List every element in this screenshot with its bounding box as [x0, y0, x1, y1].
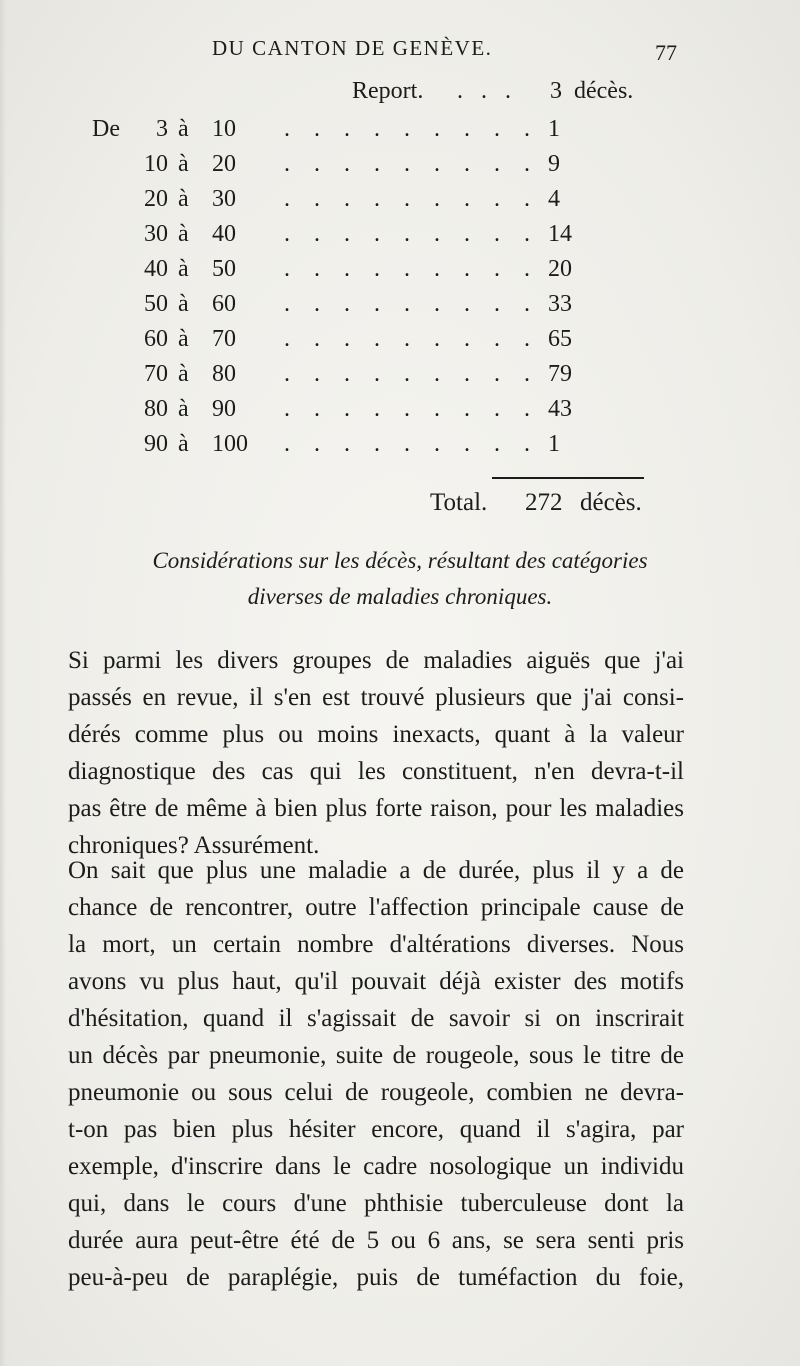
row-a: à — [178, 431, 189, 457]
row-a: à — [178, 186, 189, 212]
total-unit: décès. — [580, 489, 642, 516]
row-to: 60 — [212, 291, 236, 317]
running-head — [0, 30, 800, 70]
row-count: 79 — [548, 361, 572, 387]
row-count: 14 — [548, 221, 572, 247]
page-number: 77 — [655, 40, 677, 65]
text-line: t-on pas bien plus hésiter encore, quand il s'agira, par — [68, 1116, 684, 1143]
row-count: 4 — [548, 186, 560, 212]
text-line: peu-à-peu de paraplégie, puis de tuméfaction du foie, — [68, 1264, 684, 1291]
row-a: à — [178, 361, 189, 387]
table-row — [0, 326, 800, 360]
row-to: 100 — [212, 431, 248, 457]
row-from: 20 — [144, 186, 168, 212]
row-to: 90 — [212, 396, 236, 422]
row-to: 70 — [212, 326, 236, 352]
table-row — [0, 256, 800, 290]
text-line: chance de rencontrer, outre l'affection principale cause de — [68, 894, 684, 921]
text-line: un décès par pneumonie, suite de rougeole, sous le titre de — [68, 1042, 684, 1069]
text-line: la mort, un certain nombre d'altérations diverses. Nous — [68, 931, 684, 958]
row-count: 33 — [548, 291, 572, 317]
row-from: 60 — [144, 326, 168, 352]
text-line: pas être de même à bien plus forte raison, pour les maladies — [68, 795, 684, 822]
running-title: DU CANTON DE GENÈVE. — [212, 36, 493, 60]
section-heading-line-1: Considérations sur les décès, résultant des catégories — [152, 548, 648, 573]
text-line: avons vu plus haut, qu'il pouvait déjà exister des motifs — [68, 968, 684, 995]
text-line: Si parmi les divers groupes de maladies aiguës que j'ai — [68, 647, 684, 674]
table-row — [0, 291, 800, 325]
text-line: durée aura peut-être été de 5 ou 6 ans, se sera senti pris — [68, 1227, 684, 1254]
row-a: à — [178, 326, 189, 352]
row-from: 50 — [144, 291, 168, 317]
row-from: 90 — [144, 431, 168, 457]
section-heading-line-2: diverses de maladies chroniques. — [247, 584, 553, 609]
row-dots: . . . . . . . . . — [284, 151, 539, 177]
table-row — [0, 151, 800, 185]
row-dots: . . . . . . . . . — [284, 221, 539, 247]
row-dots: . . . . . . . . . — [284, 291, 539, 317]
row-count: 20 — [548, 256, 572, 282]
row-count: 1 — [548, 116, 560, 142]
total-line — [430, 489, 670, 521]
total-rule — [492, 477, 644, 479]
report-unit: décès. — [574, 78, 634, 104]
row-from: 40 — [144, 256, 168, 282]
report-label: Report. — [352, 78, 424, 104]
table-row — [0, 431, 800, 465]
text-line: qui, dans le cours d'une phthisie tuberculeuse dont la — [68, 1190, 684, 1217]
text-line: d'hésitation, quand il s'agissait de savoir si on inscrirait — [68, 1005, 684, 1032]
row-dots: . . . . . . . . . — [284, 396, 539, 422]
row-a: à — [178, 116, 189, 142]
row-to: 30 — [212, 186, 236, 212]
text-line: pneumonie ou sous celui de rougeole, combien ne devra- — [68, 1079, 684, 1106]
row-from: 30 — [144, 221, 168, 247]
total-value: 272 — [525, 489, 563, 516]
row-from: 3 — [156, 116, 168, 142]
row-from: 10 — [144, 151, 168, 177]
row-a: à — [178, 151, 189, 177]
row-dots: . . . . . . . . . — [284, 116, 539, 142]
text-line: exemple, d'inscrire dans le cadre nosologique un individu — [68, 1153, 684, 1180]
row-dots: . . . . . . . . . — [284, 361, 539, 387]
paragraph-1 — [68, 642, 684, 864]
row-a: à — [178, 256, 189, 282]
row-from: 80 — [144, 396, 168, 422]
report-dots: . . . — [457, 78, 517, 104]
row-a: à — [178, 291, 189, 317]
row-to: 80 — [212, 361, 236, 387]
total-label: Total. — [430, 489, 488, 516]
row-count: 43 — [548, 396, 572, 422]
row-to: 50 — [212, 256, 236, 282]
row-from: 70 — [144, 361, 168, 387]
row-dots: . . . . . . . . . — [284, 431, 539, 457]
row-count: 9 — [548, 151, 560, 177]
row-to: 40 — [212, 221, 236, 247]
table-row — [0, 186, 800, 220]
table-row — [0, 361, 800, 395]
row-dots: . . . . . . . . . — [284, 186, 539, 212]
text-line: passés en revue, il s'en est trouvé plusieurs que j'ai consi- — [68, 684, 684, 711]
report-value: 3 — [550, 78, 562, 104]
paragraph-2 — [68, 852, 684, 1296]
table-row — [0, 116, 800, 150]
text-line: dérés comme plus ou moins inexacts, quant à la valeur — [68, 721, 684, 748]
table-row — [0, 396, 800, 430]
row-prefix: De — [92, 116, 120, 142]
text-line: On sait que plus une maladie a de durée, plus il y a de — [68, 857, 684, 884]
row-dots: . . . . . . . . . — [284, 326, 539, 352]
row-count: 65 — [548, 326, 572, 352]
text-line: chroniques? Assurément. — [68, 832, 320, 859]
table-row — [0, 221, 800, 255]
row-dots: . . . . . . . . . — [284, 256, 539, 282]
row-to: 20 — [212, 151, 236, 177]
row-count: 1 — [548, 431, 560, 457]
report-line — [352, 78, 652, 110]
row-to: 10 — [212, 116, 236, 142]
row-a: à — [178, 221, 189, 247]
text-line: diagnostique des cas qui les constituent, n'en devra-t-il — [68, 758, 684, 785]
row-a: à — [178, 396, 189, 422]
